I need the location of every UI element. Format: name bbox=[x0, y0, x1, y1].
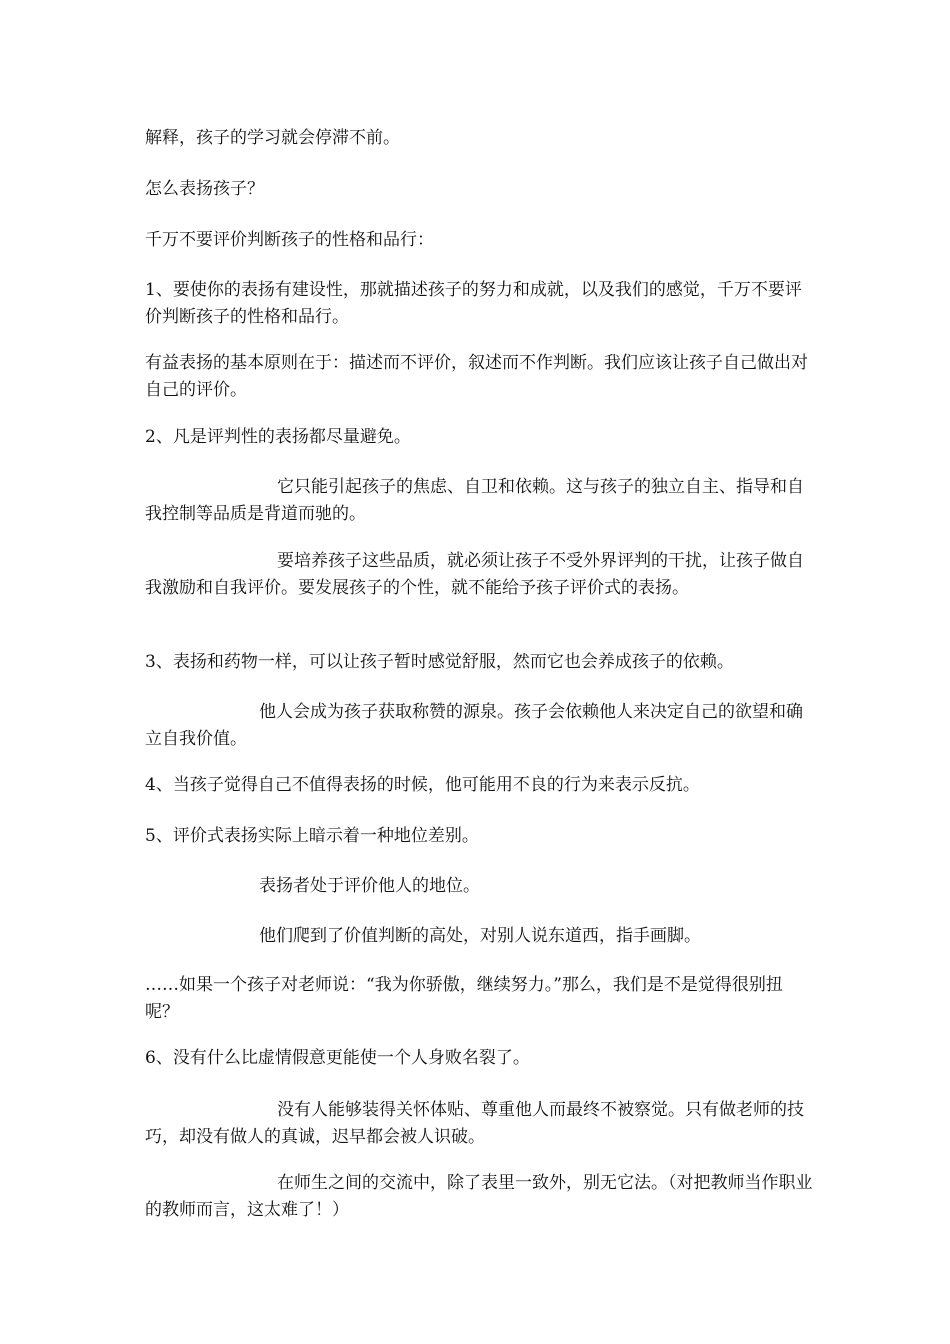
paragraph: 1、要使你的表扬有建设性，那就描述孩子的努力和成就，以及我们的感觉，千万不要评价判断孩子的性格和品行。 bbox=[145, 280, 802, 327]
paragraph: ……如果一个孩子对老师说：“我为你骄傲，继续努力。”那么，我们是不是觉得很别扭呢？ bbox=[145, 975, 783, 1022]
paragraph: 表扬者处于评价他人的地位。 bbox=[259, 876, 480, 896]
paragraph: 解释，孩子的学习就会停滞不前。 bbox=[145, 128, 400, 148]
paragraph: 要培养孩子这些品质，就必须让孩子不受外界评判的干扰，让孩子做自我激励和自我评价。要发展孩子的个性，就不能给予孩子评价式的表扬。 bbox=[145, 551, 804, 598]
paragraph: 5、评价式表扬实际上暗示着一种地位差别。 bbox=[145, 826, 479, 846]
paragraph: 千万不要评价判断孩子的性格和品行： bbox=[145, 230, 434, 250]
paragraph: 4、当孩子觉得自己不值得表扬的时候，他可能用不良的行为来表示反抗。 bbox=[145, 775, 700, 795]
paragraph: 他们爬到了价值判断的高处，对别人说东道西，指手画脚。 bbox=[259, 926, 701, 946]
paragraph: 3、表扬和药物一样，可以让孩子暂时感觉舒服，然而它也会养成孩子的依赖。 bbox=[145, 652, 734, 672]
paragraph: 有益表扬的基本原则在于：描述而不评价，叙述而不作判断。我们应该让孩子自己做出对自己的评价。 bbox=[145, 353, 808, 400]
paragraph: 在师生之间的交流中，除了表里一致外，别无它法。（对把教师当作职业的教师而言，这太难了！） bbox=[145, 1173, 813, 1220]
paragraph: 2、凡是评判性的表扬都尽量避免。 bbox=[145, 427, 411, 447]
paragraph: 怎么表扬孩子？ bbox=[145, 179, 264, 199]
paragraph: 没有人能够装得关怀体贴、尊重他人而最终不被察觉。只有做老师的技巧，却没有做人的真诚，迟早都会被人识破。 bbox=[145, 1100, 804, 1147]
paragraph: 6、没有什么比虚情假意更能使一个人身败名裂了。 bbox=[145, 1048, 530, 1068]
paragraph: 它只能引起孩子的焦虑、自卫和依赖。这与孩子的独立自主、指导和自我控制等品质是背道而驰的。 bbox=[145, 477, 804, 524]
paragraph: 他人会成为孩子获取称赞的源泉。孩子会依赖他人来决定自己的欲望和确立自我价值。 bbox=[145, 702, 803, 749]
